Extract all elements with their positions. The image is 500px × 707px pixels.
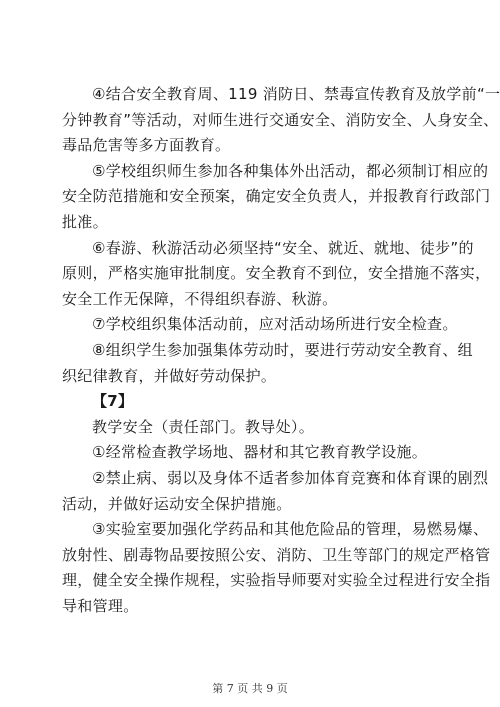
paragraph-line: ⑤学校组织师生参加各种集体外出活动，都必须制订相应的 [92, 162, 489, 180]
paragraph-line: ⑧组织学生参加强集体劳动时，要进行劳动安全教育、组 [92, 341, 473, 359]
paragraph-line: 导和管理。 [62, 597, 139, 615]
paragraph-line: ③实验室要加强化学药品和其他危险品的管理，易燃易爆、 [92, 520, 489, 538]
paragraph-line: ②禁止病、弱以及身体不适者参加体育竞赛和体育课的剧烈 [92, 469, 489, 487]
paragraph-line: 活动，并做好运动安全保护措施。 [62, 495, 292, 513]
paragraph-line: 分钟教育”等活动，对师生进行交通安全、消防安全、人身安全、 [62, 111, 499, 129]
paragraph-line: 毒品危害等多方面教育。 [62, 136, 231, 154]
paragraph-line: ④结合安全教育周、119 消防日、禁毒宣传教育及放学前“一 [92, 85, 500, 103]
paragraph-line: 教学安全（责任部门。教导处）。 [92, 418, 315, 436]
paragraph-line: 原则，严格实施审批制度。安全教育不到位，安全措施不落实， [62, 264, 491, 282]
section-heading: 【7】 [92, 392, 134, 410]
paragraph-line: 批准。 [62, 213, 108, 231]
paragraph-line: 安全工作无保障，不得组织春游、秋游。 [62, 290, 338, 308]
paragraph-line: 理，健全安全操作规程，实验指导师要对实验全过程进行安全指 [62, 571, 491, 589]
paragraph-line: ⑦学校组织集体活动前，应对活动场所进行安全检查。 [92, 315, 458, 333]
paragraph-line: 安全防范措施和安全预案，确定安全负责人，并报教育行政部门 [62, 187, 491, 205]
paragraph-line: ①经常检查教学场地、器材和其它教育教学设施。 [92, 443, 428, 461]
page-footer: 第 7 页 共 9 页 [212, 682, 288, 695]
paragraph-line: ⑥春游、秋游活动必须坚持“安全、就近、就地、徒步”的 [92, 239, 474, 257]
paragraph-line: 织纪律教育，并做好劳动保护。 [62, 367, 277, 385]
paragraph-line: 放射性、剧毒物品要按照公安、消防、卫生等部门的规定严格管 [62, 546, 491, 564]
